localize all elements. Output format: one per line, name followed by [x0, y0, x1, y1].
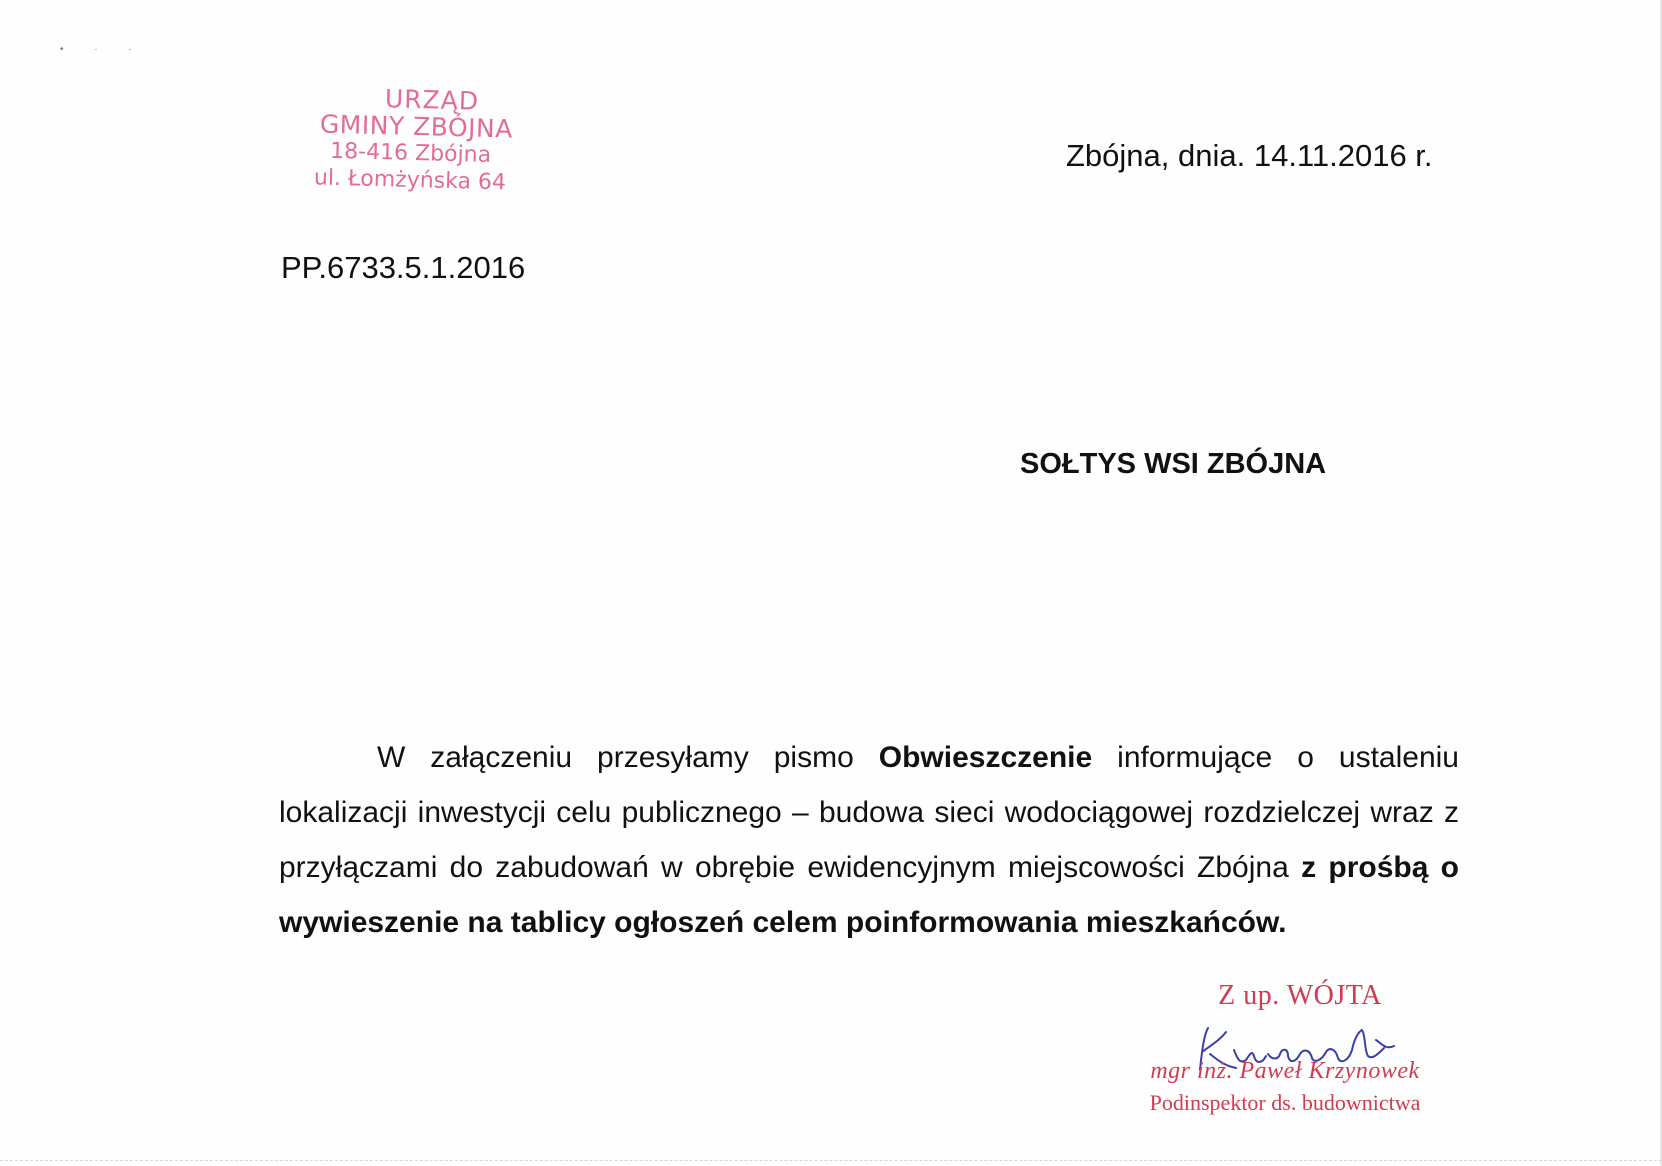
scan-bottom-edge — [0, 1160, 1662, 1161]
letter-date: Zbójna, dnia. 14.11.2016 r. — [1066, 138, 1433, 173]
stamp-line-office: URZĄD — [384, 84, 480, 116]
scan-artifacts: • · · — [60, 44, 146, 55]
addressee: SOŁTYS WSI ZBÓJNA — [1020, 448, 1327, 480]
office-stamp — [295, 83, 538, 197]
body-bold-notice: Obwieszczenie — [878, 741, 1093, 774]
signature-authority: Z up. WÓJTA — [1218, 980, 1382, 1011]
stamp-line-street: ul. Łomżyńska 64 — [313, 165, 507, 196]
letter-body — [279, 730, 1459, 950]
signatory-role: Podinspektor ds. budownictwa — [1149, 1090, 1421, 1115]
body-bold-request: z prośbą o wywieszenie na tablicy ogłoszeń celem poinformowania mieszkańców. — [279, 851, 1459, 939]
reference-number: PP.6733.5.1.2016 — [281, 250, 526, 285]
body-text-part1: W załączeniu przesyłamy pismo — [377, 741, 879, 774]
stamp-line-municipality: GMINY ZBÓJNA — [319, 109, 514, 144]
signature-block — [1120, 980, 1450, 1115]
body-text-part2: informujące o ustaleniu lokalizacji inwestycji celu publicznego – budowa sieci wodociągowej rozdzielczej wraz z przyłączami do zabudowań w obrębie ewidencyjnym miejscowości Zbójna — [279, 741, 1459, 884]
signatory-name: mgr inż. Paweł Krzynowek — [1150, 1058, 1420, 1084]
stamp-line-postcode: 18-416 Zbójna — [329, 138, 492, 168]
